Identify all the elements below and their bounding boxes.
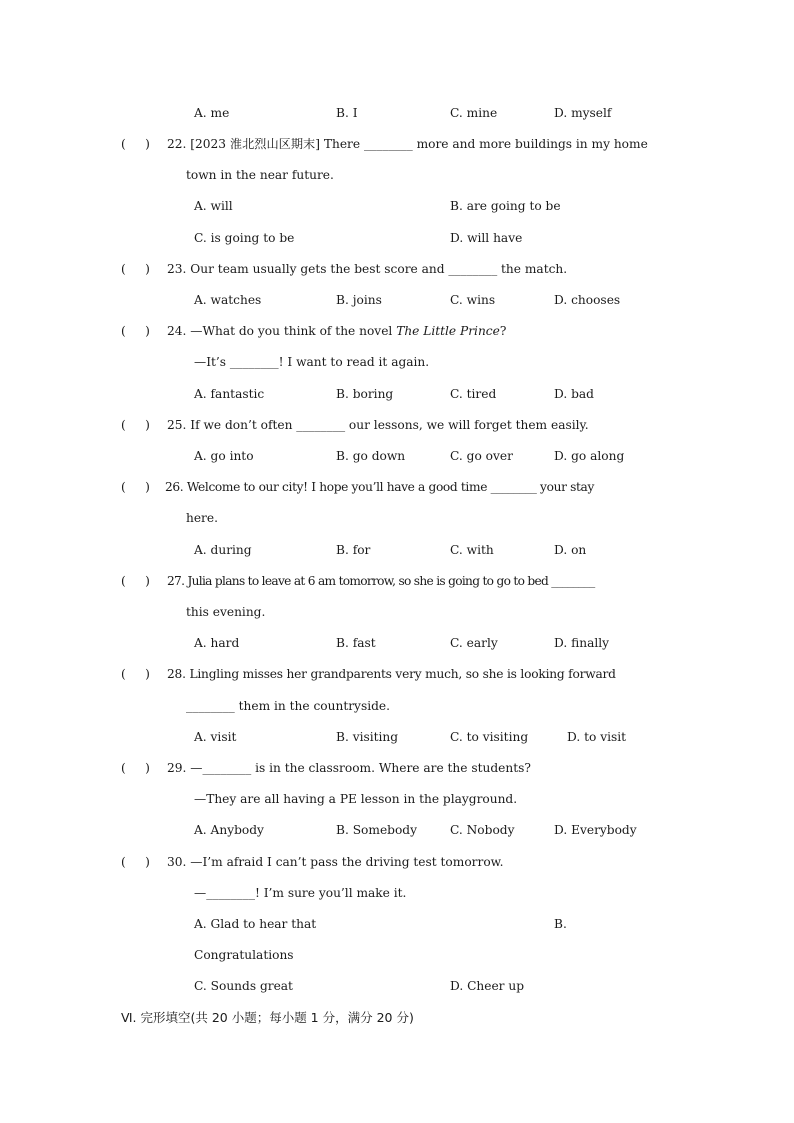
- q30-option-a: A. Glad to hear that: [194, 917, 317, 931]
- q29-stem-line1: 29. —________ is in the classroom. Where are the students?: [167, 761, 531, 775]
- q23-option-b: B. joins: [336, 293, 382, 307]
- q24-option-b: B. boring: [336, 387, 394, 401]
- section-heading: Ⅵ. 完形填空(共 20 小题；每小题 1 分，满分 20 分): [121, 1010, 414, 1025]
- q26-stem-line1: 26. Welcome to our city! I hope you’ll have a good time ________ your stay: [165, 480, 594, 494]
- q24-option-d: D. bad: [554, 387, 594, 401]
- q24-stem-line1: 24. —What do you think of the novel The Little Prince?: [167, 324, 507, 338]
- q28-stem-line2: ________ them in the countryside.: [186, 699, 390, 713]
- q22-option-b: B. are going to be: [450, 199, 561, 213]
- q27-option-c: C. early: [450, 636, 498, 650]
- q30-answer-paren[interactable]: ( ): [121, 855, 150, 869]
- q27-option-b: B. fast: [336, 636, 376, 650]
- q27-option-a: A. hard: [194, 636, 240, 650]
- q21-option-c: C. mine: [450, 106, 498, 120]
- q29-option-c: C. Nobody: [450, 823, 515, 837]
- q25-option-c: C. go over: [450, 449, 513, 463]
- q30-option-b-letter: B.: [554, 917, 567, 931]
- q30-option-d: D. Cheer up: [450, 979, 525, 993]
- q29-option-b: B. Somebody: [336, 823, 417, 837]
- q26-answer-paren[interactable]: ( ): [121, 480, 150, 494]
- q24-novel-title: The Little Prince: [396, 324, 500, 338]
- q29-stem-line2: —They are all having a PE lesson in the playground.: [194, 792, 518, 806]
- q25-option-a: A. go into: [194, 449, 254, 463]
- q28-option-c: C. to visiting: [450, 730, 529, 744]
- q30-stem-line1: 30. —I’m afraid I can’t pass the driving test tomorrow.: [167, 855, 504, 869]
- q26-stem-line2: here.: [186, 511, 218, 525]
- q25-stem-line1: 25. If we don’t often ________ our lessons, we will forget them easily.: [167, 418, 589, 432]
- q26-option-d: D. on: [554, 543, 587, 557]
- q25-answer-paren[interactable]: ( ): [121, 418, 150, 432]
- q28-option-a: A. visit: [194, 730, 237, 744]
- q24-answer-paren[interactable]: ( ): [121, 324, 150, 338]
- q27-option-d: D. finally: [554, 636, 610, 650]
- q28-option-b: B. visiting: [336, 730, 399, 744]
- q30-option-c: C. Sounds great: [194, 979, 293, 993]
- q23-answer-paren[interactable]: ( ): [121, 262, 150, 276]
- q25-option-b: B. go down: [336, 449, 406, 463]
- q22-stem-line2: town in the near future.: [186, 168, 334, 182]
- q27-answer-paren[interactable]: ( ): [121, 574, 150, 588]
- q23-option-d: D. chooses: [554, 293, 621, 307]
- q22-option-a: A. will: [194, 199, 233, 213]
- q21-option-a: A. me: [194, 106, 230, 120]
- q24-stem-line2: —It’s ________! I want to read it again.: [194, 355, 430, 369]
- q27-stem-line1: 27. Julia plans to leave at 6 am tomorrow, so she is going to go to bed ________: [167, 574, 595, 588]
- q23-option-a: A. watches: [194, 293, 262, 307]
- q26-option-c: C. with: [450, 543, 494, 557]
- q28-stem-line1: 28. Lingling misses her grandparents very much, so she is looking forward: [167, 667, 616, 681]
- q22-stem-line1: 22. [2023 淮北烈山区期末] There ________ more and more buildings in my home: [167, 137, 648, 151]
- q29-option-d: D. Everybody: [554, 823, 637, 837]
- q22-answer-paren[interactable]: ( ): [121, 137, 150, 151]
- q26-option-a: A. during: [194, 543, 252, 557]
- q28-option-d: D. to visit: [567, 730, 627, 744]
- q25-option-d: D. go along: [554, 449, 625, 463]
- q24-option-a: A. fantastic: [194, 387, 265, 401]
- q27-stem-line2: this evening.: [186, 605, 266, 619]
- q23-option-c: C. wins: [450, 293, 496, 307]
- q28-answer-paren[interactable]: ( ): [121, 667, 150, 681]
- q22-option-c: C. is going to be: [194, 231, 295, 245]
- q29-answer-paren[interactable]: ( ): [121, 761, 150, 775]
- q23-stem-line1: 23. Our team usually gets the best score and ________ the match.: [167, 262, 568, 276]
- q30-option-b-text: Congratulations: [194, 948, 294, 962]
- q21-option-b: B. I: [336, 106, 358, 120]
- q29-option-a: A. Anybody: [194, 823, 264, 837]
- q30-stem-line2: —________! I’m sure you’ll make it.: [194, 886, 407, 900]
- q22-option-d: D. will have: [450, 231, 523, 245]
- q21-option-d: D. myself: [554, 106, 612, 120]
- q26-option-b: B. for: [336, 543, 371, 557]
- q24-option-c: C. tired: [450, 387, 497, 401]
